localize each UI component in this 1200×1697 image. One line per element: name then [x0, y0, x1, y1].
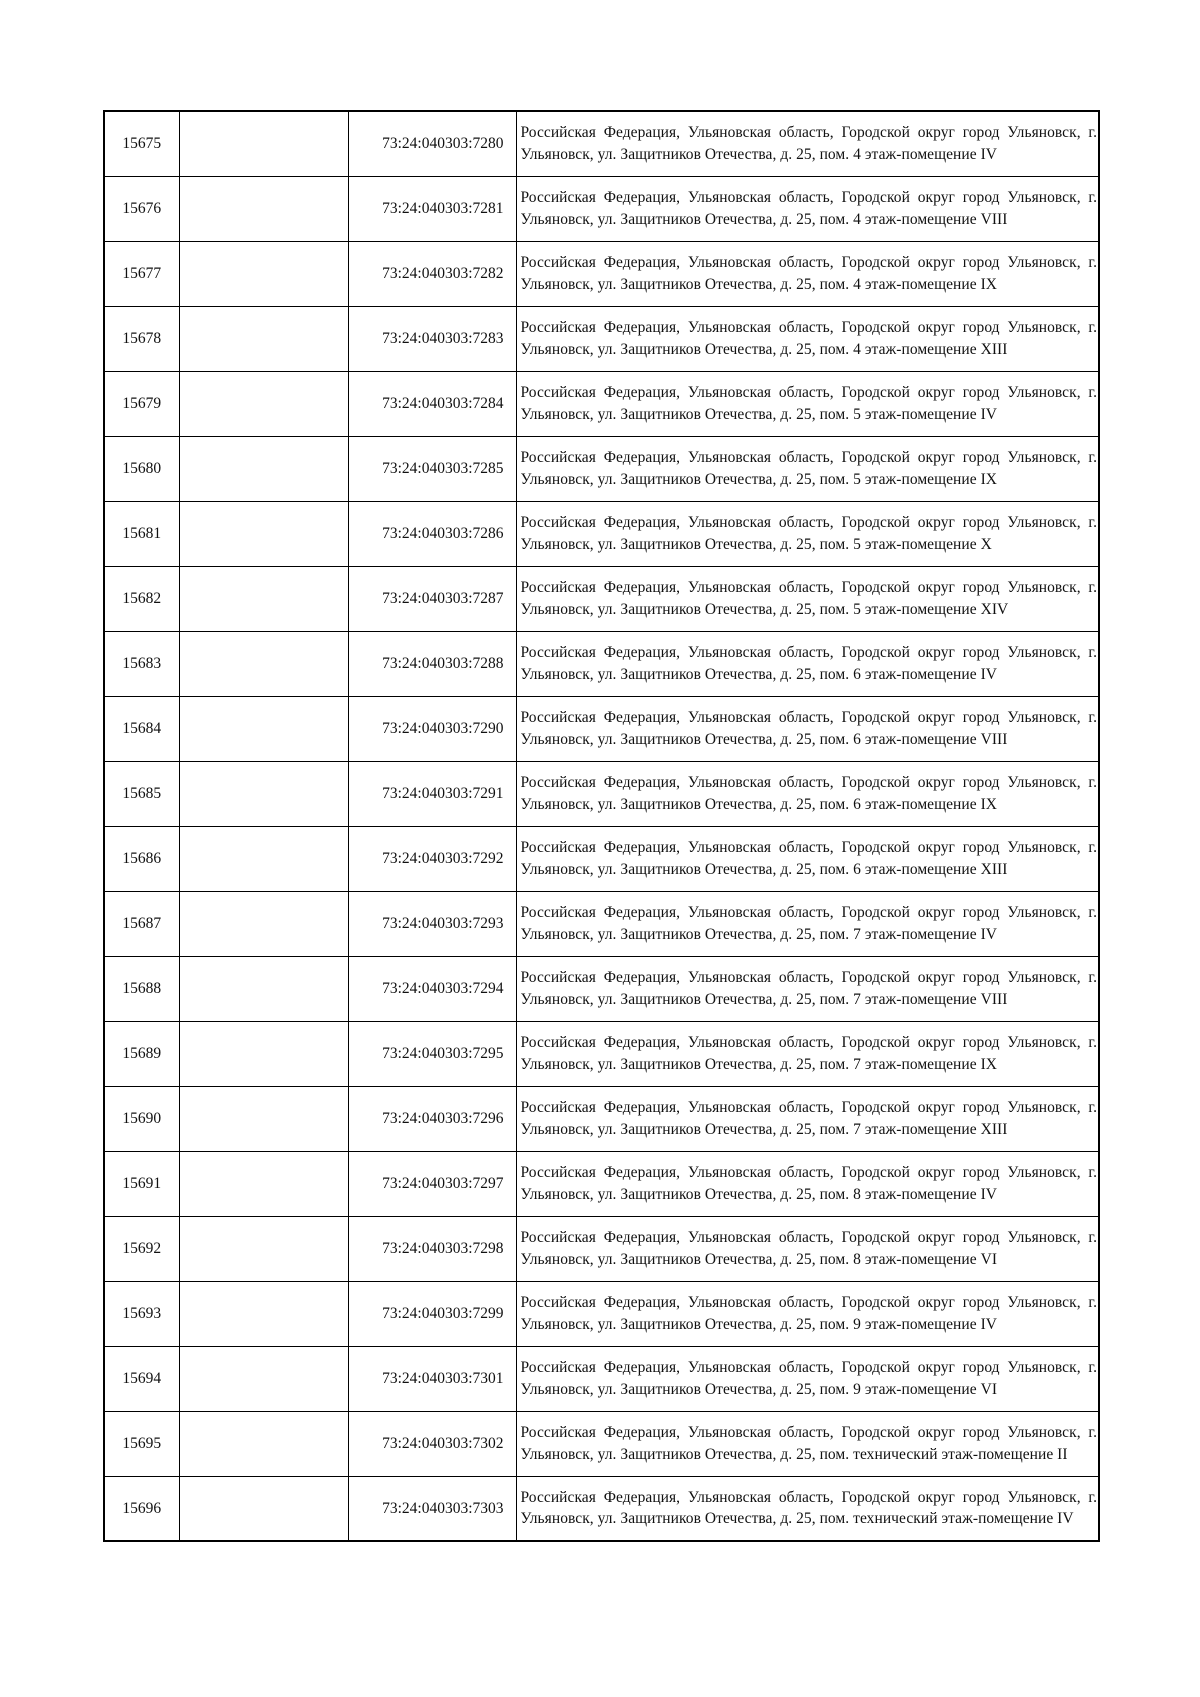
row-number-cell: 15685: [104, 761, 179, 826]
address-cell: Российская Федерация, Ульяновская область, Городской округ город Ульяновск, г. Ульяновск, ул. Защитников Отечества, д. 25, пом. 4 этаж-помещение VIII: [516, 176, 1099, 241]
table-row: [104, 111, 1099, 176]
table-row: [104, 306, 1099, 371]
empty-cell: [179, 891, 348, 956]
address-cell: Российская Федерация, Ульяновская область, Городской округ город Ульяновск, г. Ульяновск, ул. Защитников Отечества, д. 25, пом. 5 этаж-помещение IV: [516, 371, 1099, 436]
row-number-cell: 15680: [104, 436, 179, 501]
table-row: [104, 956, 1099, 1021]
address-cell: Российская Федерация, Ульяновская область, Городской округ город Ульяновск, г. Ульяновск, ул. Защитников Отечества, д. 25, пом. 5 этаж-помещение X: [516, 501, 1099, 566]
empty-cell: [179, 111, 348, 176]
row-number-cell: 15687: [104, 891, 179, 956]
row-number-cell: 15675: [104, 111, 179, 176]
table-row: [104, 826, 1099, 891]
row-number-cell: 15691: [104, 1151, 179, 1216]
cadastral-number-cell: 73:24:040303:7288: [348, 631, 516, 696]
table-row: [104, 696, 1099, 761]
table-row: [104, 436, 1099, 501]
cadastral-number-cell: 73:24:040303:7296: [348, 1086, 516, 1151]
row-number-cell: 15683: [104, 631, 179, 696]
row-number-cell: 15677: [104, 241, 179, 306]
empty-cell: [179, 436, 348, 501]
row-number-cell: 15696: [104, 1476, 179, 1541]
cadastral-number-cell: 73:24:040303:7298: [348, 1216, 516, 1281]
empty-cell: [179, 241, 348, 306]
empty-cell: [179, 696, 348, 761]
row-number-cell: 15689: [104, 1021, 179, 1086]
cadastral-number-cell: 73:24:040303:7285: [348, 436, 516, 501]
empty-cell: [179, 566, 348, 631]
address-cell: Российская Федерация, Ульяновская область, Городской округ город Ульяновск, г. Ульяновск, ул. Защитников Отечества, д. 25, пом. 9 этаж-помещение IV: [516, 1281, 1099, 1346]
cadastral-number-cell: 73:24:040303:7281: [348, 176, 516, 241]
cadastral-number-cell: 73:24:040303:7280: [348, 111, 516, 176]
table-row: [104, 761, 1099, 826]
cadastral-number-cell: 73:24:040303:7303: [348, 1476, 516, 1541]
table-row: [104, 1411, 1099, 1476]
empty-cell: [179, 1281, 348, 1346]
cadastral-number-cell: 73:24:040303:7286: [348, 501, 516, 566]
address-cell: Российская Федерация, Ульяновская область, Городской округ город Ульяновск, г. Ульяновск, ул. Защитников Отечества, д. 25, пом. 4 этаж-помещение IV: [516, 111, 1099, 176]
table-row: [104, 1021, 1099, 1086]
address-cell: Российская Федерация, Ульяновская область, Городской округ город Ульяновск, г. Ульяновск, ул. Защитников Отечества, д. 25, пом. 9 этаж-помещение VI: [516, 1346, 1099, 1411]
address-cell: Российская Федерация, Ульяновская область, Городской округ город Ульяновск, г. Ульяновск, ул. Защитников Отечества, д. 25, пом. 4 этаж-помещение XIII: [516, 306, 1099, 371]
empty-cell: [179, 1216, 348, 1281]
row-number-cell: 15690: [104, 1086, 179, 1151]
address-cell: Российская Федерация, Ульяновская область, Городской округ город Ульяновск, г. Ульяновск, ул. Защитников Отечества, д. 25, пом. 7 этаж-помещение IX: [516, 1021, 1099, 1086]
address-cell: Российская Федерация, Ульяновская область, Городской округ город Ульяновск, г. Ульяновск, ул. Защитников Отечества, д. 25, пом. 6 этаж-помещение IV: [516, 631, 1099, 696]
table-row: [104, 1281, 1099, 1346]
cadastral-number-cell: 73:24:040303:7284: [348, 371, 516, 436]
cadastral-number-cell: 73:24:040303:7282: [348, 241, 516, 306]
row-number-cell: 15682: [104, 566, 179, 631]
row-number-cell: 15695: [104, 1411, 179, 1476]
row-number-cell: 15686: [104, 826, 179, 891]
cadastral-number-cell: 73:24:040303:7294: [348, 956, 516, 1021]
table-row: [104, 631, 1099, 696]
cadastral-number-cell: 73:24:040303:7287: [348, 566, 516, 631]
empty-cell: [179, 1086, 348, 1151]
empty-cell: [179, 1346, 348, 1411]
row-number-cell: 15676: [104, 176, 179, 241]
empty-cell: [179, 956, 348, 1021]
table-row: [104, 1346, 1099, 1411]
empty-cell: [179, 371, 348, 436]
cadastral-number-cell: 73:24:040303:7302: [348, 1411, 516, 1476]
cadastral-number-cell: 73:24:040303:7290: [348, 696, 516, 761]
cadastral-number-cell: 73:24:040303:7297: [348, 1151, 516, 1216]
cadastral-number-cell: 73:24:040303:7292: [348, 826, 516, 891]
address-cell: Российская Федерация, Ульяновская область, Городской округ город Ульяновск, г. Ульяновск, ул. Защитников Отечества, д. 25, пом. технический этаж-помещение II: [516, 1411, 1099, 1476]
address-cell: Российская Федерация, Ульяновская область, Городской округ город Ульяновск, г. Ульяновск, ул. Защитников Отечества, д. 25, пом. 7 этаж-помещение VIII: [516, 956, 1099, 1021]
table-row: [104, 566, 1099, 631]
address-cell: Российская Федерация, Ульяновская область, Городской округ город Ульяновск, г. Ульяновск, ул. Защитников Отечества, д. 25, пом. 6 этаж-помещение IX: [516, 761, 1099, 826]
row-number-cell: 15692: [104, 1216, 179, 1281]
row-number-cell: 15688: [104, 956, 179, 1021]
address-cell: Российская Федерация, Ульяновская область, Городской округ город Ульяновск, г. Ульяновск, ул. Защитников Отечества, д. 25, пом. 4 этаж-помещение IX: [516, 241, 1099, 306]
table-row: [104, 241, 1099, 306]
address-cell: Российская Федерация, Ульяновская область, Городской округ город Ульяновск, г. Ульяновск, ул. Защитников Отечества, д. 25, пом. 5 этаж-помещение IX: [516, 436, 1099, 501]
address-cell: Российская Федерация, Ульяновская область, Городской округ город Ульяновск, г. Ульяновск, ул. Защитников Отечества, д. 25, пом. 6 этаж-помещение VIII: [516, 696, 1099, 761]
row-number-cell: 15693: [104, 1281, 179, 1346]
empty-cell: [179, 1411, 348, 1476]
table-row: [104, 1476, 1099, 1541]
row-number-cell: 15694: [104, 1346, 179, 1411]
cadastral-number-cell: 73:24:040303:7301: [348, 1346, 516, 1411]
row-number-cell: 15681: [104, 501, 179, 566]
empty-cell: [179, 1151, 348, 1216]
table-row: [104, 501, 1099, 566]
row-number-cell: 15678: [104, 306, 179, 371]
address-cell: Российская Федерация, Ульяновская область, Городской округ город Ульяновск, г. Ульяновск, ул. Защитников Отечества, д. 25, пом. 7 этаж-помещение IV: [516, 891, 1099, 956]
address-cell: Российская Федерация, Ульяновская область, Городской округ город Ульяновск, г. Ульяновск, ул. Защитников Отечества, д. 25, пом. 7 этаж-помещение XIII: [516, 1086, 1099, 1151]
property-registry-table: [103, 110, 1100, 1542]
empty-cell: [179, 761, 348, 826]
table-row: [104, 371, 1099, 436]
address-cell: Российская Федерация, Ульяновская область, Городской округ город Ульяновск, г. Ульяновск, ул. Защитников Отечества, д. 25, пом. 5 этаж-помещение XIV: [516, 566, 1099, 631]
empty-cell: [179, 306, 348, 371]
registry-table-body: [104, 111, 1099, 1541]
address-cell: Российская Федерация, Ульяновская область, Городской округ город Ульяновск, г. Ульяновск, ул. Защитников Отечества, д. 25, пом. 6 этаж-помещение XIII: [516, 826, 1099, 891]
row-number-cell: 15684: [104, 696, 179, 761]
cadastral-number-cell: 73:24:040303:7291: [348, 761, 516, 826]
cadastral-number-cell: 73:24:040303:7283: [348, 306, 516, 371]
cadastral-number-cell: 73:24:040303:7295: [348, 1021, 516, 1086]
address-cell: Российская Федерация, Ульяновская область, Городской округ город Ульяновск, г. Ульяновск, ул. Защитников Отечества, д. 25, пом. технический этаж-помещение IV: [516, 1476, 1099, 1541]
table-row: [104, 1216, 1099, 1281]
row-number-cell: 15679: [104, 371, 179, 436]
table-row: [104, 1151, 1099, 1216]
empty-cell: [179, 501, 348, 566]
empty-cell: [179, 631, 348, 696]
address-cell: Российская Федерация, Ульяновская область, Городской округ город Ульяновск, г. Ульяновск, ул. Защитников Отечества, д. 25, пом. 8 этаж-помещение IV: [516, 1151, 1099, 1216]
address-cell: Российская Федерация, Ульяновская область, Городской округ город Ульяновск, г. Ульяновск, ул. Защитников Отечества, д. 25, пом. 8 этаж-помещение VI: [516, 1216, 1099, 1281]
table-row: [104, 176, 1099, 241]
empty-cell: [179, 176, 348, 241]
table-row: [104, 1086, 1099, 1151]
cadastral-number-cell: 73:24:040303:7299: [348, 1281, 516, 1346]
empty-cell: [179, 1021, 348, 1086]
empty-cell: [179, 1476, 348, 1541]
table-row: [104, 891, 1099, 956]
empty-cell: [179, 826, 348, 891]
cadastral-number-cell: 73:24:040303:7293: [348, 891, 516, 956]
